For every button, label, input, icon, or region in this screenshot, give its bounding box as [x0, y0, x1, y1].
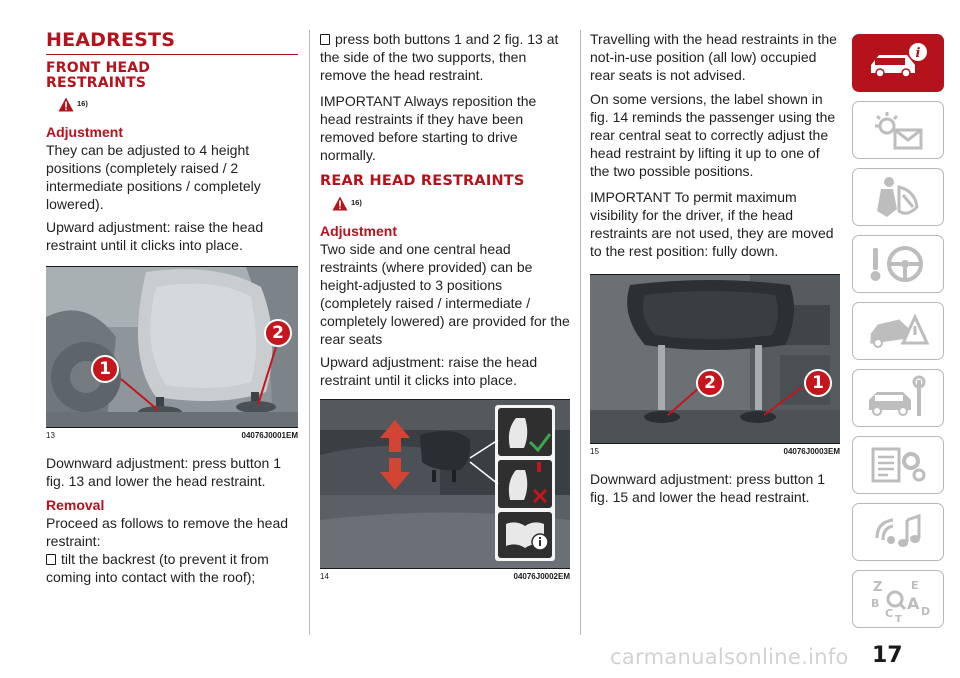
- warning-reference[interactable]: 16): [332, 196, 570, 216]
- tab-maintenance[interactable]: [852, 369, 944, 427]
- warning-triangle-icon: [58, 97, 74, 112]
- figure-15: [590, 274, 840, 444]
- callout-1: 1: [804, 369, 832, 397]
- warning-reference[interactable]: 16): [58, 97, 298, 117]
- label-paragraph: On some versions, the label shown in fig. 14 reminds the passenger using the rear central seat to correctly adjust the head restraint by lifting it up to one of the two possible positions.: [590, 91, 836, 179]
- tab-starting-driving[interactable]: [852, 235, 944, 293]
- adjustment-heading: Adjustment: [46, 124, 123, 140]
- adjustment-heading: Adjustment: [320, 223, 397, 239]
- column-2: [320, 30, 570, 595]
- figure-13-caption: 13 04076J0001EM: [46, 431, 298, 440]
- checkbox-bullet-icon: [46, 554, 56, 565]
- figure-14-caption: 14 04076J0002EM: [320, 572, 570, 581]
- svg-text:i: i: [915, 46, 921, 61]
- page-number: 17: [872, 643, 903, 668]
- index-letter-t: T: [895, 614, 902, 623]
- removal-heading: Removal: [46, 497, 105, 513]
- downward-adjustment-paragraph: Downward adjustment: press button 1 fig. 13 and lower the head restraint.: [46, 455, 282, 489]
- important-reposition-paragraph: IMPORTANT Always reposition the head restraints if they have been removed before starting to drive normally.: [320, 93, 537, 163]
- removal-paragraph: Proceed as follows to remove the head restraint:: [46, 515, 289, 549]
- index-letter-d: D: [921, 605, 931, 618]
- seat-safety-icon: [863, 173, 933, 221]
- important-visibility-paragraph: IMPORTANT To permit maximum visibility for the driver, if the head restraints are not used, they are moved to the rest position: fully down.: [590, 189, 834, 259]
- index-letters-icon: [863, 575, 933, 623]
- adjustment-paragraph: They can be adjusted to 4 height positions (completely raised / 2 intermediate positions / completely lowered).: [46, 142, 261, 212]
- multimedia-icon: [863, 508, 933, 556]
- column-separator-right: [580, 30, 581, 635]
- column-1: [46, 28, 298, 591]
- column-3: [590, 30, 840, 511]
- front-headrest-photo: [46, 267, 298, 427]
- tab-index[interactable]: [852, 570, 944, 628]
- car-maintenance-icon: [863, 374, 933, 422]
- warning-triangle-icon: [332, 196, 348, 211]
- tab-dashboard-lights[interactable]: [852, 101, 944, 159]
- tab-emergency[interactable]: [852, 302, 944, 360]
- rear-head-restraints-title: REAR HEAD RESTRAINTS: [320, 173, 525, 189]
- tab-car-info[interactable]: [852, 34, 944, 92]
- rear-adjustment-paragraph: Two side and one central head restraints (where provided) can be height-adjusted to 3 positions (completely raised / intermediate / completely lowered) are provided for the rear seats: [320, 241, 570, 347]
- callout-2: 2: [264, 319, 292, 347]
- figure-13: [46, 266, 298, 428]
- travelling-paragraph: Travelling with the head restraints in the not-in-use position (all low) occupied rear seats is not advised.: [590, 31, 837, 83]
- tab-seat-safety[interactable]: [852, 168, 944, 226]
- index-letter-z: Z: [873, 580, 883, 595]
- index-letter-e: E: [911, 579, 919, 592]
- car-info-icon: [863, 39, 933, 87]
- callout-2: 2: [696, 369, 724, 397]
- checkbox-bullet-icon: [320, 34, 330, 45]
- bullet-press: press both buttons 1 and 2 fig. 13 at the side of the two supports, then remove the head restraint.: [320, 31, 559, 83]
- dashboard-lights-icon: [863, 106, 933, 154]
- steering-wheel-icon: [863, 240, 933, 288]
- section-title: HEADRESTS: [46, 29, 176, 51]
- figure-15-caption: 15 04076J0003EM: [590, 447, 840, 456]
- front-head-restraints-title: FRONT HEAD RESTRAINTS: [46, 60, 151, 91]
- bullet-tilt: tilt the backrest (to prevent it from coming into contact with the roof);: [46, 551, 269, 585]
- watermark: carmanualsonline.info: [610, 645, 849, 669]
- upward-adjustment-paragraph: Upward adjustment: raise the head restraint until it clicks into place.: [320, 354, 538, 388]
- rear-headrest-photo: [320, 400, 570, 568]
- tab-multimedia[interactable]: [852, 503, 944, 561]
- index-letter-c: C: [885, 607, 894, 620]
- callout-1: 1: [91, 355, 119, 383]
- figure-14: [320, 399, 570, 569]
- chapter-sidebar: [852, 34, 944, 637]
- upward-adjustment-paragraph: Upward adjustment: raise the head restraint until it clicks into place.: [46, 219, 264, 253]
- index-letter-b: B: [871, 597, 880, 610]
- column-separator-left: [309, 30, 310, 635]
- downward-adjustment-paragraph: Downward adjustment: press button 1 fig. 15 and lower the head restraint.: [590, 471, 826, 505]
- rear-headrest-down-photo: [590, 275, 840, 443]
- technical-data-icon: [863, 441, 933, 489]
- title-rule: [46, 54, 298, 55]
- index-letter-a: A: [907, 594, 920, 613]
- tab-technical-data[interactable]: [852, 436, 944, 494]
- car-emergency-icon: [863, 307, 933, 355]
